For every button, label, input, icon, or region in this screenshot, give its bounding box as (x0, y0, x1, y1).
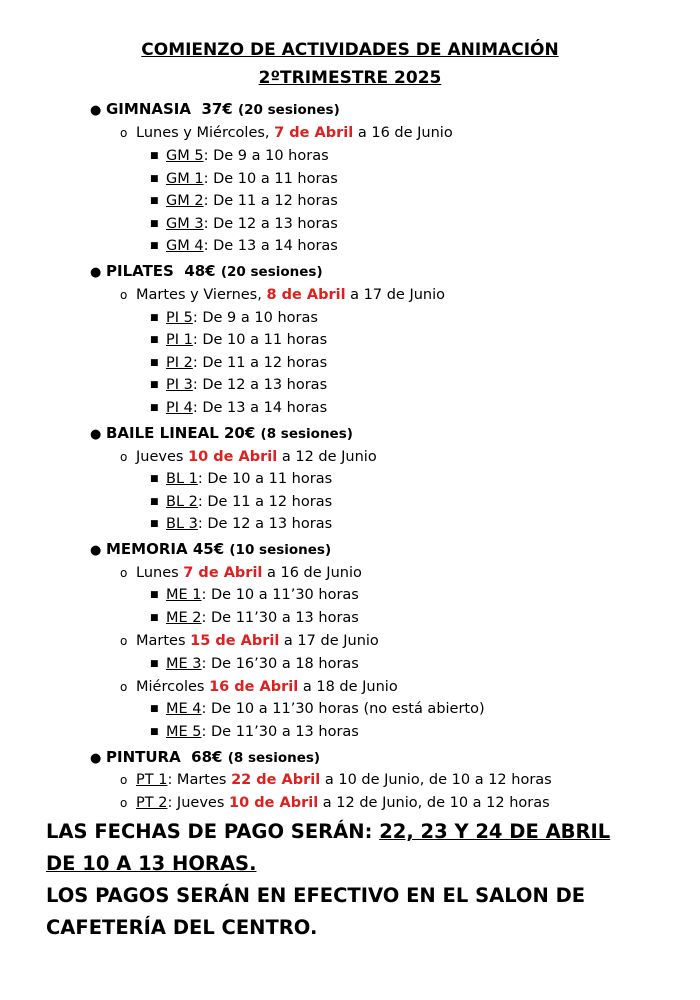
activity-price: 37€ (201, 100, 233, 118)
group-line: ■ GM 1: De 10 a 11 horas (150, 171, 338, 187)
activity-name: MEMORIA (106, 540, 188, 558)
group-line: ■ GM 3: De 12 a 13 horas (150, 216, 338, 232)
square-marker: ■ (150, 519, 159, 529)
group-line: ■ GM 2: De 11 a 12 horas (150, 193, 338, 209)
activity-gimnasia (90, 100, 340, 120)
circle-marker: o (120, 680, 128, 694)
activity-sessions: (20 sesiones) (237, 102, 340, 118)
schedule-line: o Lunes 7 de Abril a 16 de Junio (120, 565, 362, 581)
group-line: ■ PI 5: De 9 a 10 horas (150, 310, 318, 326)
circle-marker: o (120, 796, 128, 810)
start-date: 22 de Abril (231, 772, 321, 788)
activity-name: PILATES (106, 262, 174, 280)
group-code: GM 2 (166, 193, 204, 209)
group-line: ■ BL 3: De 12 a 13 horas (150, 516, 333, 532)
group-code: BL 2 (166, 494, 198, 510)
square-marker: ■ (150, 335, 159, 345)
group-code: GM 5 (166, 148, 204, 164)
group-code: BL 1 (166, 471, 198, 487)
square-marker: ■ (150, 727, 159, 737)
schedule-line: o PT 1: Martes 22 de Abril a 10 de Junio, de 10 a 12 horas (120, 772, 552, 788)
cash-note-line-1: LOS PAGOS SERÁN EN EFECTIVO EN EL SALON DE (46, 884, 586, 907)
start-date: 10 de Abril (188, 449, 278, 465)
group-code: BL 3 (166, 516, 198, 532)
payment-label: LAS FECHAS DE PAGO SERÁN: (46, 820, 380, 843)
document-title: COMIENZO DE ACTIVIDADES DE ANIMACIÓN (141, 40, 559, 60)
square-marker: ■ (150, 590, 159, 600)
square-marker: ■ (150, 474, 159, 484)
trimester-subtitle: 2ºTRIMESTRE 2025 (258, 68, 442, 88)
group-code: PI 1 (166, 332, 193, 348)
schedule-line: o Martes y Viernes, 8 de Abril a 17 de Junio (120, 287, 446, 303)
square-marker: ■ (150, 403, 159, 413)
activity-name: PINTURA (106, 748, 181, 766)
start-date: 15 de Abril (190, 633, 280, 649)
schedule-line: o Miércoles 16 de Abril a 18 de Junio (120, 679, 398, 695)
start-date: 10 de Abril (229, 795, 319, 811)
activity-price: 48€ (184, 262, 216, 280)
group-code: GM 4 (166, 238, 204, 254)
circle-marker: o (120, 634, 128, 648)
activity-name: BAILE LINEAL (106, 424, 219, 442)
group-code: ME 3 (166, 656, 202, 672)
activity-name: GIMNASIA (106, 100, 191, 118)
group-code: PT 2 (136, 795, 168, 811)
bullet-marker: ● (90, 103, 102, 118)
group-line: ■ PI 1: De 10 a 11 horas (150, 332, 328, 348)
cash-note-line-2: CAFETERÍA DEL CENTRO. (46, 916, 318, 939)
activity-sessions: (8 sesiones) (260, 426, 353, 442)
square-marker: ■ (150, 358, 159, 368)
circle-marker: o (120, 450, 128, 464)
group-line: ■ BL 1: De 10 a 11 horas (150, 471, 333, 487)
group-code: ME 2 (166, 610, 202, 626)
circle-marker: o (120, 566, 128, 580)
group-code: PI 5 (166, 310, 193, 326)
square-marker: ■ (150, 613, 159, 623)
square-marker: ■ (150, 497, 159, 507)
activity-price: 45€ (192, 540, 225, 558)
group-code: GM 3 (166, 216, 204, 232)
square-marker: ■ (150, 196, 159, 206)
payment-dates-line (46, 820, 666, 843)
activity-pintura (90, 748, 320, 768)
group-line: ■ PI 2: De 11 a 12 horas (150, 355, 328, 371)
start-date: 7 de Abril (274, 125, 354, 141)
schedule-line: o Jueves 10 de Abril a 12 de Junio (120, 449, 377, 465)
group-code: ME 4 (166, 701, 202, 717)
payment-hours: DE 10 A 13 HORAS. (46, 852, 257, 875)
group-line: ■ PI 4: De 13 a 14 horas (150, 400, 328, 416)
schedule-line: o PT 2: Jueves 10 de Abril a 12 de Junio, de 10 a 12 horas (120, 795, 550, 811)
activity-memoria (90, 540, 331, 560)
group-line: ■ ME 3: De 16’30 a 18 horas (150, 656, 359, 672)
square-marker: ■ (150, 219, 159, 229)
payment-hours-line (46, 852, 666, 875)
group-line: ■ PI 3: De 12 a 13 horas (150, 377, 328, 393)
group-line: ■ GM 5: De 9 a 10 horas (150, 148, 329, 164)
group-line: ■ BL 2: De 11 a 12 horas (150, 494, 333, 510)
group-code: PI 2 (166, 355, 193, 371)
square-marker: ■ (150, 313, 159, 323)
group-line: ■ ME 5: De 11’30 a 13 horas (150, 724, 359, 740)
activity-sessions: (10 sesiones) (229, 542, 332, 558)
group-code: GM 1 (166, 171, 204, 187)
group-line: ■ ME 2: De 11’30 a 13 horas (150, 610, 359, 626)
square-marker: ■ (150, 241, 159, 251)
activity-price: 68€ (191, 748, 223, 766)
bullet-marker: ● (90, 265, 102, 280)
group-line: ■ ME 4: De 10 a 11’30 horas (no está abierto) (150, 701, 485, 717)
schedule-line: o Martes 15 de Abril a 17 de Junio (120, 633, 379, 649)
group-code: PT 1 (136, 772, 168, 788)
circle-marker: o (120, 126, 128, 140)
activity-price: 20€ (224, 424, 256, 442)
activity-sessions: (20 sesiones) (220, 264, 323, 280)
group-code: ME 5 (166, 724, 202, 740)
square-marker: ■ (150, 659, 159, 669)
square-marker: ■ (150, 380, 159, 390)
group-code: PI 4 (166, 400, 193, 416)
payment-dates: 22, 23 Y 24 DE ABRIL (379, 820, 611, 843)
start-date: 16 de Abril (209, 679, 299, 695)
start-date: 8 de Abril (266, 287, 346, 303)
group-code: PI 3 (166, 377, 193, 393)
group-line: ■ ME 1: De 10 a 11’30 horas (150, 587, 359, 603)
circle-marker: o (120, 773, 128, 787)
bullet-marker: ● (90, 543, 102, 558)
group-line: ■ GM 4: De 13 a 14 horas (150, 238, 338, 254)
activity-sessions: (8 sesiones) (227, 750, 321, 766)
schedule-line: o Lunes y Miércoles, 7 de Abril a 16 de Junio (120, 125, 453, 141)
group-code: ME 1 (166, 587, 202, 603)
bullet-marker: ● (90, 751, 102, 766)
bullet-marker: ● (90, 427, 102, 442)
circle-marker: o (120, 288, 128, 302)
square-marker: ■ (150, 704, 159, 714)
start-date: 7 de Abril (183, 565, 263, 581)
activity-pilates (90, 262, 323, 282)
activity-baile-lineal (90, 424, 353, 444)
square-marker: ■ (150, 174, 159, 184)
square-marker: ■ (150, 151, 159, 161)
